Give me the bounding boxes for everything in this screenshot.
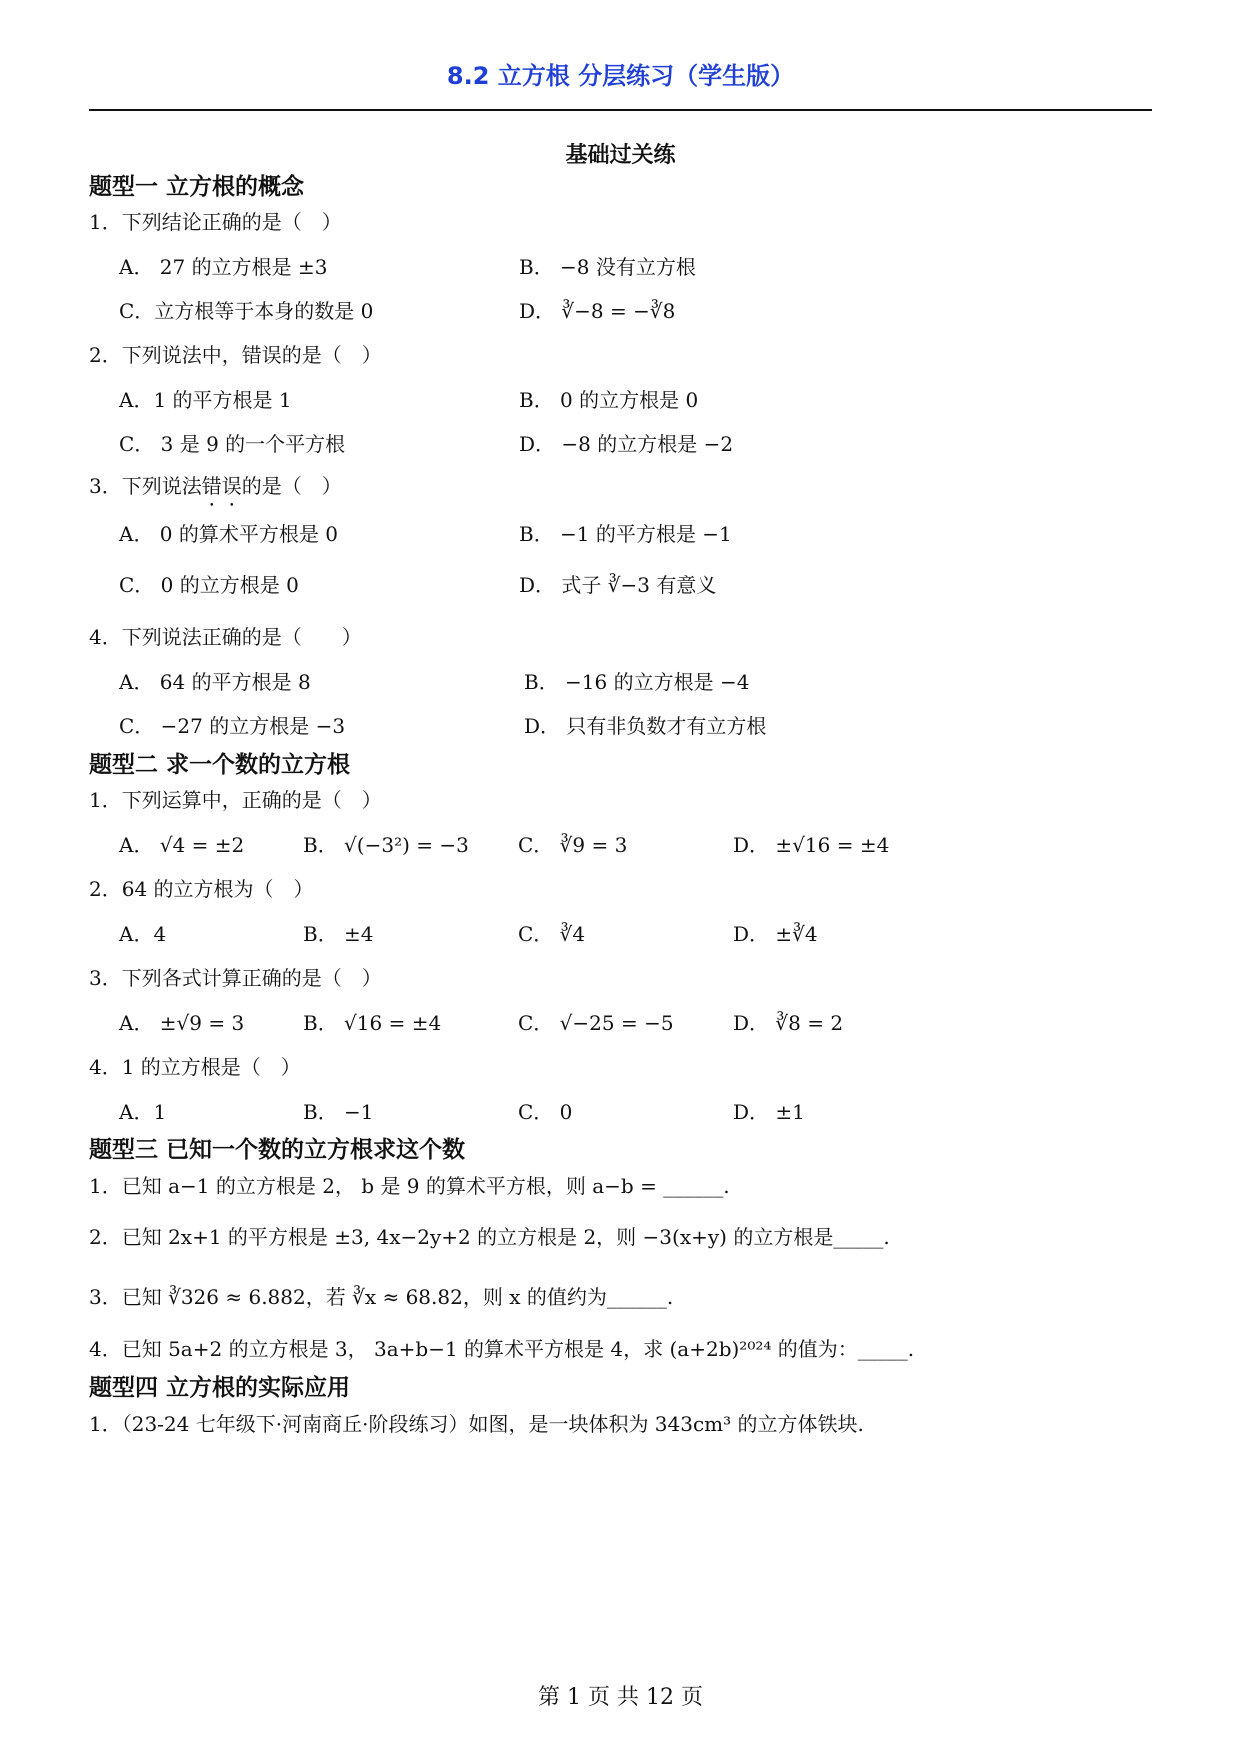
page-footer: 第 1 页 共 12 页 — [538, 1685, 703, 1710]
question-stem: 3．下列各式计算正确的是（ ） — [89, 966, 382, 990]
option-a: A． √4 = ±2 — [119, 833, 245, 857]
option-d: D． −8 的立方根是 −2 — [519, 432, 734, 456]
option-d: D． 式子 ∛−3 有意义 — [519, 573, 717, 597]
option-a: A． 64 的平方根是 8 — [119, 670, 311, 694]
option-a: A．4 — [119, 922, 167, 946]
option-a: A． 27 的立方根是 ±3 — [119, 255, 328, 279]
question-stem: 4．下列说法正确的是（ ） — [89, 625, 362, 649]
question-stem: 2．已知 2x+1 的平方根是 ±3, 4x−2y+2 的立方根是 2，则 −3(x+y) 的立方根是_____. — [89, 1225, 890, 1249]
option-b: B． −8 没有立方根 — [519, 255, 696, 279]
option-c: C． √−25 = −5 — [518, 1011, 674, 1035]
option-b: B． √(−3²) = −3 — [303, 833, 469, 857]
option-c: C． −27 的立方根是 −3 — [119, 714, 346, 738]
option-b: B． −16 的立方根是 −4 — [524, 670, 750, 694]
option-d: D． 只有非负数才有立方根 — [524, 714, 767, 738]
option-d: D． ±√16 = ±4 — [733, 833, 890, 857]
stem-text: 的是（ ） — [241, 474, 342, 498]
document-title: 8.2 立方根 分层练习（学生版） — [446, 62, 795, 90]
option-c: C． 0 的立方根是 0 — [119, 573, 299, 597]
question-stem: 4．1 的立方根是（ ） — [89, 1055, 301, 1079]
section-title: 题型三 已知一个数的立方根求这个数 — [89, 1137, 466, 1163]
question-stem — [89, 470, 342, 499]
option-d: D． ±∛4 — [733, 922, 818, 946]
option-b: B． ±4 — [303, 922, 374, 946]
option-c: C． ∛4 — [518, 922, 586, 946]
option-b: B． 0 的立方根是 0 — [519, 388, 699, 412]
question-stem: 1．下列结论正确的是（ ） — [89, 210, 342, 234]
stem-text: 3．下列说法 — [89, 474, 202, 498]
section-title: 题型一 立方根的概念 — [89, 174, 305, 200]
emphasis-char: 错 — [201, 474, 222, 498]
question-stem: 2．下列说法中，错误的是（ ） — [89, 343, 382, 367]
option-a: A．1 的平方根是 1 — [119, 388, 292, 412]
option-d: D． ±1 — [733, 1100, 805, 1124]
section-title: 题型二 求一个数的立方根 — [89, 752, 351, 778]
question-stem: 4．已知 5a+2 的立方根是 3， 3a+b−1 的算术平方根是 4，求 (a+2b)²⁰²⁴ 的值为：_____. — [89, 1337, 915, 1361]
question-stem: 1．下列运算中，正确的是（ ） — [89, 788, 382, 812]
question-stem: 1．已知 a−1 的立方根是 2， b 是 9 的算术平方根，则 a−b = ______. — [89, 1174, 730, 1198]
option-c: C． 0 — [518, 1100, 573, 1124]
option-a: A．1 — [119, 1100, 167, 1124]
option-d: D． ∛−8 = −∛8 — [519, 299, 676, 323]
option-a: A． ±√9 = 3 — [119, 1011, 245, 1035]
emphasis-char: 误 — [221, 474, 242, 498]
option-d: D． ∛8 = 2 — [733, 1011, 844, 1035]
option-b: B． −1 — [303, 1100, 374, 1124]
question-stem: 1．（23-24 七年级下·河南商丘·阶段练习）如图，是一块体积为 343cm³ 的立方体铁块. — [89, 1412, 864, 1436]
section-title: 题型四 立方根的实际应用 — [89, 1375, 351, 1401]
question-stem: 3．已知 ∛326 ≈ 6.882，若 ∛x ≈ 68.82，则 x 的值约为______. — [89, 1285, 674, 1309]
level-title: 基础过关练 — [565, 143, 676, 168]
question-stem: 2．64 的立方根为（ ） — [89, 877, 314, 901]
option-b: B． √16 = ±4 — [303, 1011, 442, 1035]
option-c: C．立方根等于本身的数是 0 — [119, 299, 374, 323]
header-rule — [89, 109, 1152, 111]
option-a: A． 0 的算术平方根是 0 — [119, 522, 338, 546]
option-c: C． ∛9 = 3 — [518, 833, 628, 857]
option-c: C． 3 是 9 的一个平方根 — [119, 432, 346, 456]
option-b: B． −1 的平方根是 −1 — [519, 522, 732, 546]
